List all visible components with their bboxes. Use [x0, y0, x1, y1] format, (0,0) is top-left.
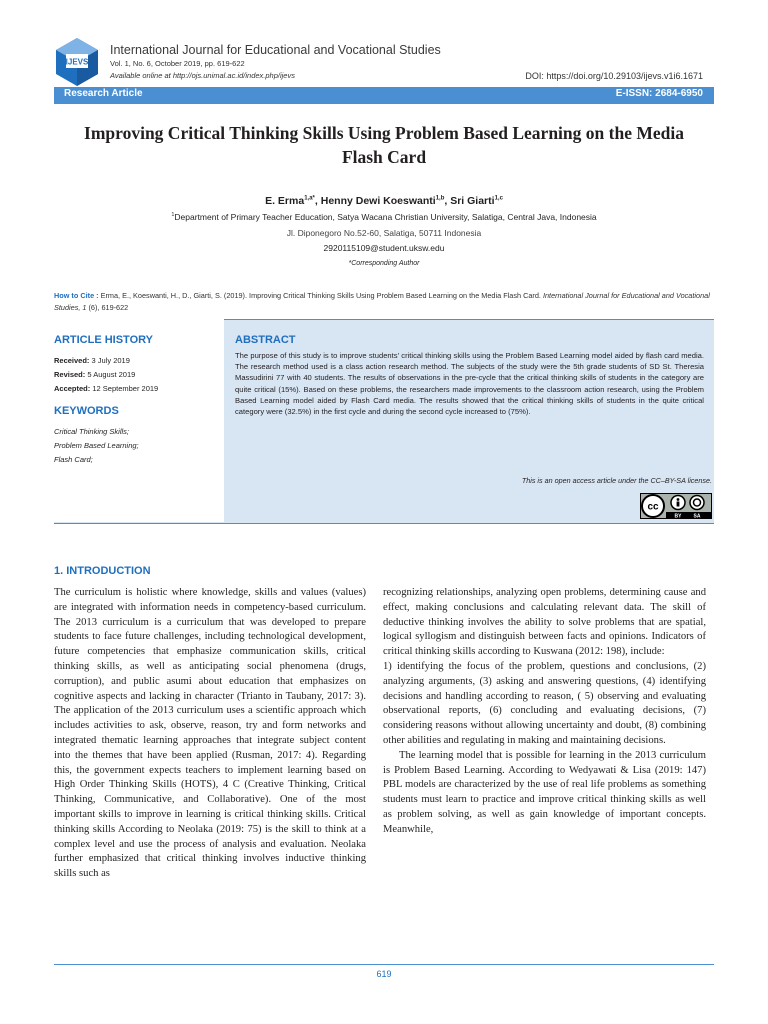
body-column-left	[54, 586, 366, 882]
logo-text: IJEVS	[65, 57, 89, 67]
author-name: Henny Dewi Koeswanti	[320, 195, 436, 207]
cite-pages: (6), 619-622	[86, 303, 129, 312]
paragraph: The learning model that is possible for learning in the 2013 curriculum is Problem Based Learning. According to Wedyawati & Lisa (2019: 147) PBL models are characterized by the use of real life problems as something students must learn to practice and improve critical thinking skills as well as problem solving, as well as gain knowledge of important concepts. Meanwhile,	[383, 749, 706, 835]
keyword-item: Flash Card;	[54, 455, 93, 464]
svg-text:SA: SA	[693, 513, 701, 519]
received-date	[54, 356, 130, 365]
affiliation-text: Department of Primary Teacher Education, Satya Wacana Christian University, Salatiga, Central Java, Indonesia	[174, 212, 597, 222]
author-list: E. Erma$^{1,a*}$, Henny Dewi Koeswanti$^{1,b}$, Sri Giarti$^{1,c}$	[265, 195, 503, 207]
paragraph: 1) identifying the focus of the problem, questions and conclusions, (2) analyzing arguments, (3) asking and answering questions, (4) identifying decisions and handling according to reason, ( 5) observing and evaluating observational reports, (6) concluding and evaluating decisions, (7) considering reasons without allowing uncertainty and doubt, (8) combining other abilities and regulating in making and maintaining decisions.	[383, 660, 706, 746]
footer-rule	[54, 964, 714, 965]
abstract-heading: ABSTRACT	[235, 334, 296, 346]
author-name: Sri Giarti	[450, 195, 495, 207]
revised-label: Revised:	[54, 370, 86, 379]
article-history-heading: ARTICLE HISTORY	[54, 334, 154, 346]
how-to-cite	[54, 290, 716, 314]
cc-by-sa-badge[interactable]	[640, 493, 712, 519]
affiliation-sup: 1	[171, 212, 175, 219]
body-column-right	[383, 586, 706, 838]
eissn: E-ISSN: 2684-6950	[615, 88, 703, 99]
cite-label: How to Cite :	[54, 291, 99, 300]
svg-text:cc: cc	[647, 501, 659, 513]
keyword-item: Critical Thinking Skills;	[54, 427, 130, 436]
section-heading: 1. INTRODUCTION	[54, 565, 151, 577]
sa-icon	[690, 496, 704, 510]
paper-title: Improving Critical Thinking Skills Using Problem Based Learning on the Media Flash Card	[84, 123, 684, 167]
keywords-heading: KEYWORDS	[54, 405, 119, 417]
accepted-label: Accepted:	[54, 384, 91, 393]
abstract-text: The purpose of this study is to improve students' critical thinking skills using the Problem Based Learning model aided by flash card media. The research method used is a class action research method. The subjects of the study were the 5th grade students of SD St. Theresia Massudirini 77 with 40 students. The results of observations in the pre-cycle that the critical thinking skills of students in the category are quite critical (15%). Based on these problems, the researchers made improvements to the classroom action research, using the Problem Based Learning model aided by Flash Card media. The results showed that the critical thinking skills of students in the quite critical category were (32.5%) in the first cycle and during the second cycle increased to (75%).	[235, 351, 704, 417]
corresponding-author: *Corresponding Author	[348, 260, 420, 267]
author-sup: 1,c	[494, 195, 503, 202]
journal-url[interactable]: Available online at http://ojs.unimal.ac.id/index.php/ijevs	[110, 71, 295, 80]
svg-text:BY: BY	[674, 513, 682, 519]
paragraph: recognizing relationships, analyzing open problems, determining cause and effect, making conclusions and calculating relevant data. The skill of deductive thinking involves the ability to solve problems that are spatial, logical syllogism and distinguish between facts and opinions. Indicators of critical thinking skills according to Kuswana (2012: 198), include:	[383, 587, 706, 658]
article-type: Research Article	[64, 88, 143, 99]
cite-text: Erma, E., Koeswanti, H., D., Giarti, S. (2019). Improving Critical Thinking Skills Using Problem Based Learning on the Media Flash Card.	[98, 291, 543, 300]
revised-date	[54, 370, 135, 379]
author-sup: 1,a*	[304, 195, 315, 202]
paragraph: The curriculum is holistic where knowledge, skills and values (values) are integrated with information needs in competency-based curriculum. The 2013 curriculum is a curriculum that was developed to prepare students to face future challenges, including technological development, future competencies that emphasize communication skills, critical thinking skills, as well as anticipating social phenomena (drugs, corruption), and public asumi about education that emphasizes on cognitive aspects and lacking in character (Trianto in Taubany, 2017: 3). The application of the 2013 curriculum uses a scientific approach which includes activities to ask, observe, reason, try and form networks and integrated thematic learning approaches that integrate subject content into the themes that have been applied (Rusman, 2017: 4). Regarding this, the government expects teachers to implement learning based on High Order Thinking Skills (HOTS), 4 C (Creative Thinking, Critical Thinking, Communicative, and Collaborative). One of the most important skills to improve in learning is critical thinking skills. Critical thinking skills According to Neolaka (2019: 75) is the skill to think at a complex level and use the process of analysis and evaluation. Neolaka further emphasized that critical thinking involves inductive thinking skills such as	[54, 587, 366, 880]
journal-title: International Journal for Educational and Vocational Studies	[110, 43, 441, 57]
received-value: 3 July 2019	[89, 356, 130, 365]
license-note: This is an open access article under the CC–BY-SA license.	[521, 476, 712, 485]
affiliation	[54, 212, 714, 222]
doi-link[interactable]: DOI: https://doi.org/10.29103/ijevs.v1i6.1671	[525, 71, 703, 81]
article-info-left	[54, 319, 224, 522]
author-name: E. Erma	[265, 195, 305, 207]
received-label: Received:	[54, 356, 90, 365]
cite-journal: International Journal for Educational and Vocational Studies, 1	[54, 291, 710, 312]
journal-logo	[52, 36, 102, 86]
author-sup: 1,b	[435, 195, 445, 202]
accepted-date	[54, 384, 158, 393]
keyword-item: Problem Based Learning;	[54, 441, 139, 450]
email[interactable]: 2920115109@student.uksw.edu	[323, 243, 445, 253]
journal-volume: Vol. 1, No. 6, October 2019, pp. 619-622	[110, 59, 245, 68]
address: Jl. Diponegoro No.52-60, Salatiga, 50711 Indonesia	[286, 228, 482, 238]
accepted-value: 12 September 2019	[90, 384, 159, 393]
page-number: 619	[376, 969, 392, 979]
revised-value: 5 August 2019	[85, 370, 136, 379]
